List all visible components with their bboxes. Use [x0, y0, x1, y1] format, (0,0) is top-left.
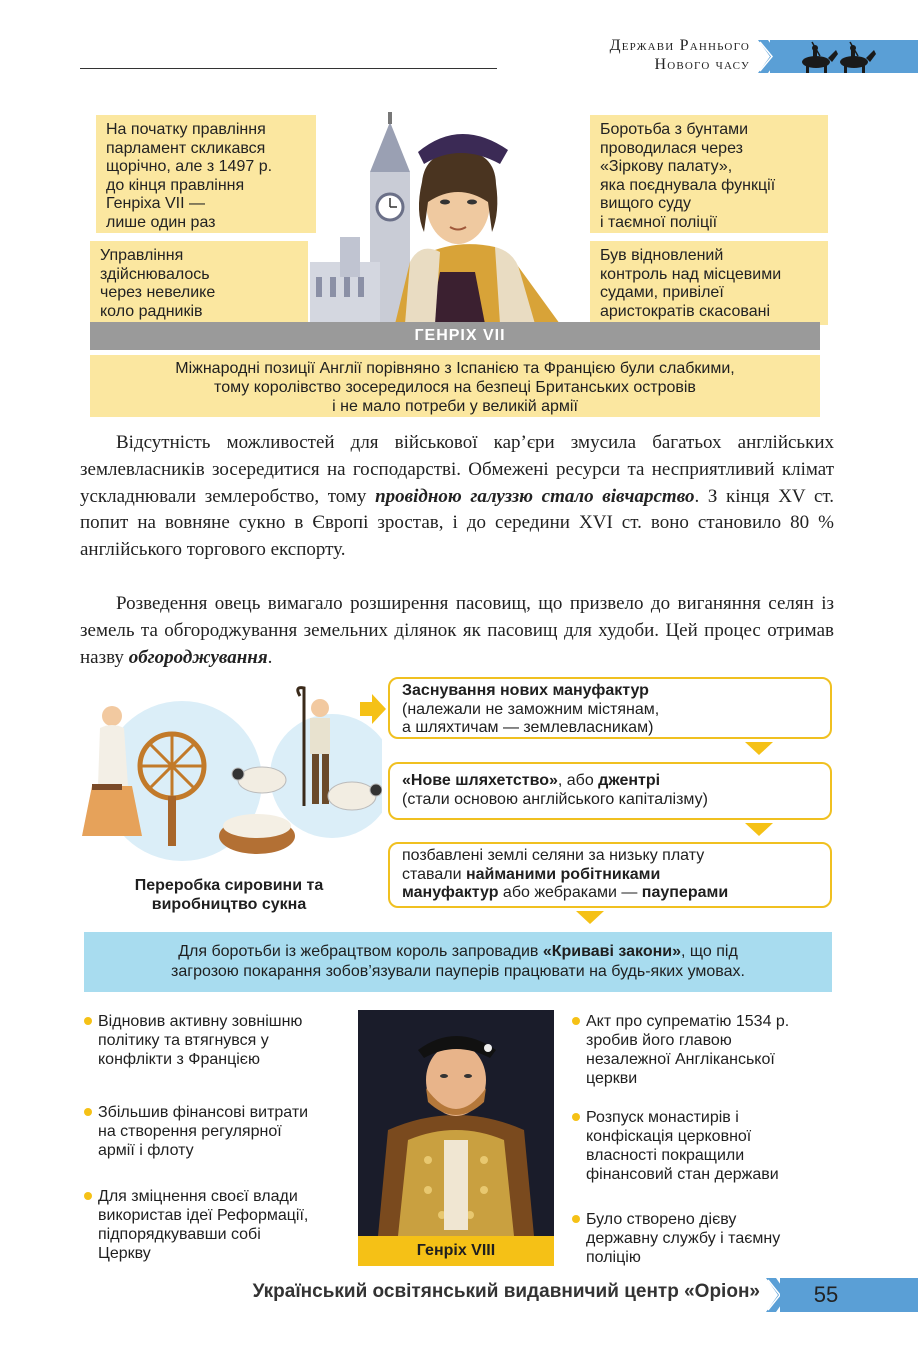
henry8-fact-text: Для зміцнення своєї влади використав ідеї Реформації, підпорядкувавши собі Церкву: [98, 1188, 309, 1262]
bullet-icon: [572, 1113, 580, 1121]
flow-box1-text: (належали не заможним містянам, а шляхтичам — землевласникам): [402, 700, 660, 736]
flow-box-gentry: [388, 762, 832, 820]
wool-production-illustration: [82, 686, 382, 862]
henry8-fact-text: Акт про супрематію 1534 р. зробив його главою незалежної Англіканської церкви: [586, 1013, 790, 1087]
flow-box2-text: (стали основою англійського капіталізму): [402, 790, 708, 808]
flow-box2-title: «Нове шляхетство»: [402, 772, 558, 789]
bullet-icon: [572, 1017, 580, 1025]
header-band: [770, 40, 918, 73]
henry8-fact-text: Відновив активну зовнішню політику та втягнувся у конфлікти з Францією: [98, 1013, 303, 1068]
section-title-line1: Держави Раннього: [609, 37, 750, 54]
henry8-portrait: [358, 1010, 554, 1266]
header-rule: [80, 68, 497, 69]
flow-box3-text2: або жебраками —: [498, 884, 642, 901]
paragraph-enclosure: [80, 591, 834, 671]
bullet-icon: [84, 1192, 92, 1200]
henry7-portrait-icon: [395, 134, 560, 324]
henry8-fact-text: Розпуск монастирів і конфіскація церковної власності покращили фінансовий стан держави: [586, 1109, 779, 1183]
flow-box2-connector: , або: [557, 772, 599, 789]
flow-box3-workers: найманими робітниками мануфактур: [402, 865, 661, 901]
bloody-laws-text2: , що під загрозою покарання зобов’язували пауперів працювати на будь-яких умовах.: [171, 943, 745, 980]
henry8-fact-foreign-policy: [84, 1012, 354, 1069]
henry7-international-note: Міжнародні позиції Англії порівняно з Іспанією та Францією були слабкими, тому королівство зосередилося на безпеці Британських островів і не мало потреби у великій армії: [90, 355, 820, 417]
henry8-caption: Генріх VIII: [358, 1236, 554, 1266]
henry7-parliament-note: На початку правління парламент скликався щорічно, але з 1497 р. до кінця правління Генріха VII — лише один раз: [96, 115, 316, 233]
bloody-laws-title: «Криваві закони»: [542, 943, 681, 960]
henry7-advisors-note: Управління здійснювалось через невелике коло радників: [90, 241, 308, 325]
flow-box-manufactures: [388, 677, 832, 739]
flow-arrow-down-icon: [745, 742, 773, 755]
section-title: [610, 36, 750, 74]
shepherd-icon: [298, 688, 330, 806]
flow-arrow-down-icon: [745, 823, 773, 836]
bullet-icon: [84, 1017, 92, 1025]
henry8-fact-army: [84, 1103, 354, 1160]
bullet-icon: [84, 1108, 92, 1116]
henry7-star-chamber-note: Боротьба з бунтами проводилася через «Зіркову палату», яка поєднувала функції вищого суду і таємної поліції: [590, 115, 828, 233]
paragraph1-emphasis: провідною галуззю стало вівчарство: [375, 485, 695, 507]
henry8-fact-text: Збільшив фінансові витрати на створення регулярної армії і флоту: [98, 1104, 309, 1159]
henry7-name: ГЕНРІХ VII: [414, 327, 506, 344]
bloody-laws-box: [84, 932, 832, 992]
paragraph2-text2: .: [267, 646, 273, 668]
paragraph2-text1: Розведення овець вимагало розширення пасовищ, що призвело до виганяння селян із земель та обгороджування земельних ділянок як пасовищ для худоби. Цей процес отримав назву: [80, 593, 834, 668]
flow-box-peasants: [388, 842, 832, 908]
header-chevron-icon: [758, 40, 780, 73]
bullet-icon: [572, 1215, 580, 1223]
wool-image-caption: Переробка сировини та виробництво сукна: [134, 877, 324, 913]
henry8-fact-civil-service: [572, 1210, 834, 1267]
paragraph2-emphasis: обгороджування: [128, 646, 268, 668]
section-title-line2: Нового часу: [654, 56, 750, 73]
flow-box3-paupers: пауперами: [641, 884, 729, 901]
flow-arrow-right-icon: [360, 694, 386, 724]
publisher-name: Український освітянський видавничий центр «Оріон»: [252, 1281, 760, 1302]
flow-box1-title: Заснування нових мануфактур: [402, 682, 649, 699]
horsemen-icon: [770, 40, 918, 73]
big-ben-icon: [310, 112, 410, 322]
wool-basket-icon: [219, 814, 295, 854]
henry8-fact-reformation: [84, 1187, 354, 1263]
page-number: 55: [813, 1282, 839, 1307]
henry7-illustration: [300, 112, 600, 324]
henry8-fact-monasteries: [572, 1108, 834, 1184]
bloody-laws-text1: Для боротьби із жебрацтвом король запровадив: [178, 943, 543, 960]
paragraph-sheep-farming: [80, 430, 834, 564]
paragraph1-text1: Відсутність можливостей для військової кар’єри змусила багатьох англійських землевласників зосередитися на господарстві. Обмежені ресурси та несприятливий клімат ускладнювали землеробство, тому: [80, 432, 834, 507]
flow-box2-gentry: джентрі: [598, 772, 661, 789]
flow-box3-text1: позбавлені землі селяни за низьку плату ставали: [402, 847, 705, 883]
paragraph1-text2: . З кінця XV ст. попит на вовняне сукно в Європі зростав, і до середини XVI ст. воно становило 80 % англійського торгового експорту.: [80, 485, 835, 561]
henry8-fact-text: Було створено дієву державну службу і таємну поліцію: [586, 1211, 781, 1266]
henry7-courts-note: Був відновлений контроль над місцевими судами, привілеї аристократів скасовані: [590, 241, 828, 325]
flow-arrow-down-icon: [576, 911, 604, 924]
henry8-fact-supremacy: [572, 1012, 834, 1088]
